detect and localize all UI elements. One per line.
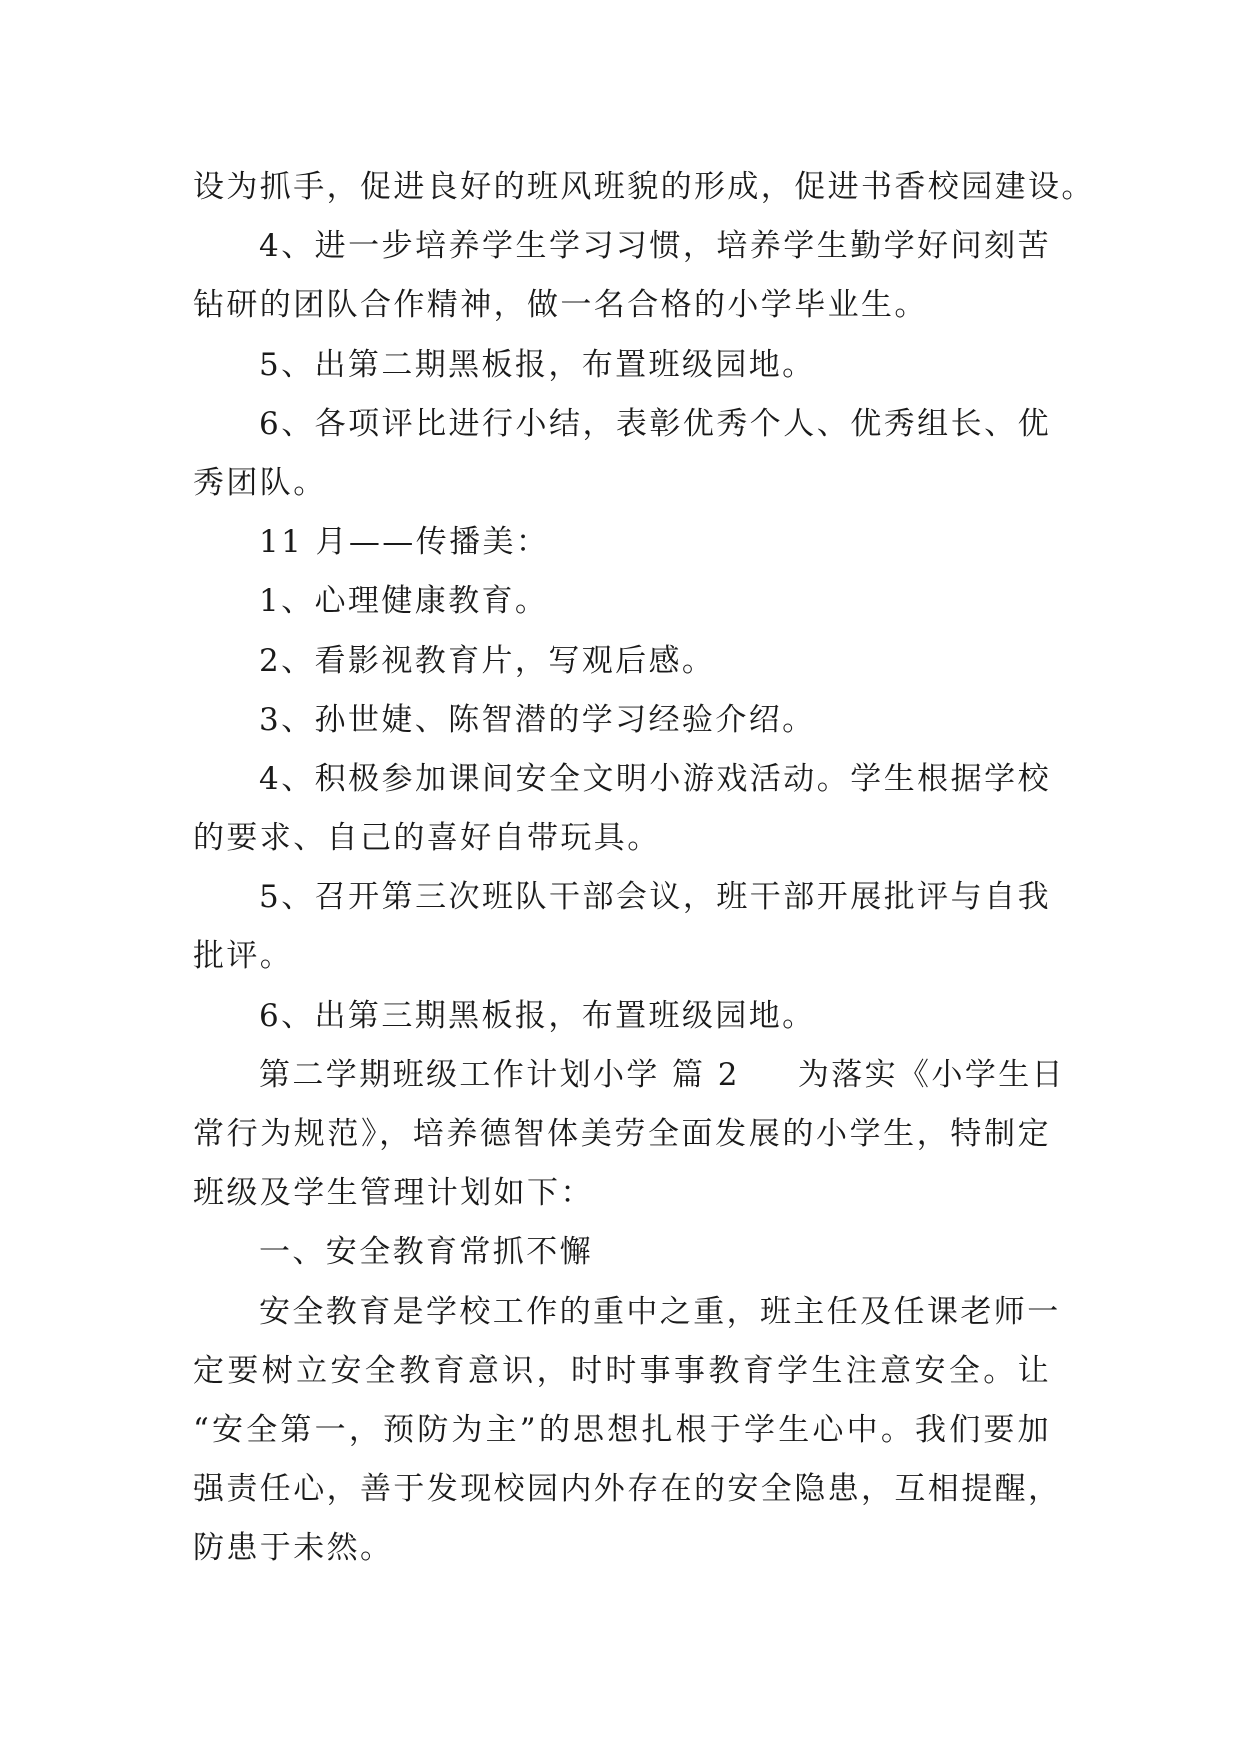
section-heading: 11 月——传播美：: [259, 524, 550, 561]
text-line: 5、召开第三次班队干部会议，班干部开展批评与自我: [259, 879, 1051, 916]
text-line: “安全第一，预防为主”的思想扎根于学生心中。我们要加: [193, 1411, 1051, 1448]
text-line: 秀团队。: [193, 464, 327, 501]
document-body: [193, 158, 1095, 1579]
text-line: 安全教育是学校工作的重中之重，班主任及任课老师一: [259, 1293, 1061, 1330]
text-line: 6、出第三期黑板报，布置班级园地。: [259, 997, 816, 1034]
text-line: 5、出第二期黑板报，布置班级园地。: [259, 346, 816, 383]
text-line: 4、积极参加课间安全文明小游戏活动。学生根据学校: [259, 760, 1051, 797]
text-line: 2、看影视教育片，写观后感。: [259, 642, 716, 679]
text-line: 4、进一步培养学生学习习惯，培养学生勤学好问刻苦: [259, 228, 1051, 265]
text-line: 钻研的团队合作精神，做一名合格的小学毕业生。: [193, 287, 928, 324]
text-line: 批评。: [193, 938, 294, 975]
text-line: 强责任心，善于发现校园内外存在的安全隐患，互相提醒，: [193, 1471, 1062, 1508]
text-line: 定要树立安全教育意识，时时事事教育学生注意安全。让: [193, 1352, 1051, 1389]
text-line: 班级及学生管理计划如下：: [193, 1175, 594, 1212]
text-line: 3、孙世婕、陈智潜的学习经验介绍。: [259, 701, 816, 738]
text-line: [193, 1046, 1066, 1105]
text-line: 的要求、自己的喜好自带玩具。: [193, 820, 661, 857]
text-line: 1、心理健康教育。: [259, 583, 549, 620]
section-heading: 一、安全教育常抓不懈: [259, 1234, 593, 1271]
text-line: 设为抓手，促进良好的班风班貌的形成，促进书香校园建设。: [193, 169, 1095, 205]
text-line: 6、各项评比进行小结，表彰优秀个人、优秀组长、优: [259, 405, 1051, 442]
article-title: 第二学期班级工作计划小学 篇 2: [259, 1056, 740, 1093]
text-line: 常行为规范》，培养德智体美劳全面发展的小学生，特制定: [193, 1116, 1051, 1152]
text-line: 防患于未然。: [193, 1530, 394, 1567]
text-fragment: 为落实《小学生日: [797, 1056, 1066, 1093]
